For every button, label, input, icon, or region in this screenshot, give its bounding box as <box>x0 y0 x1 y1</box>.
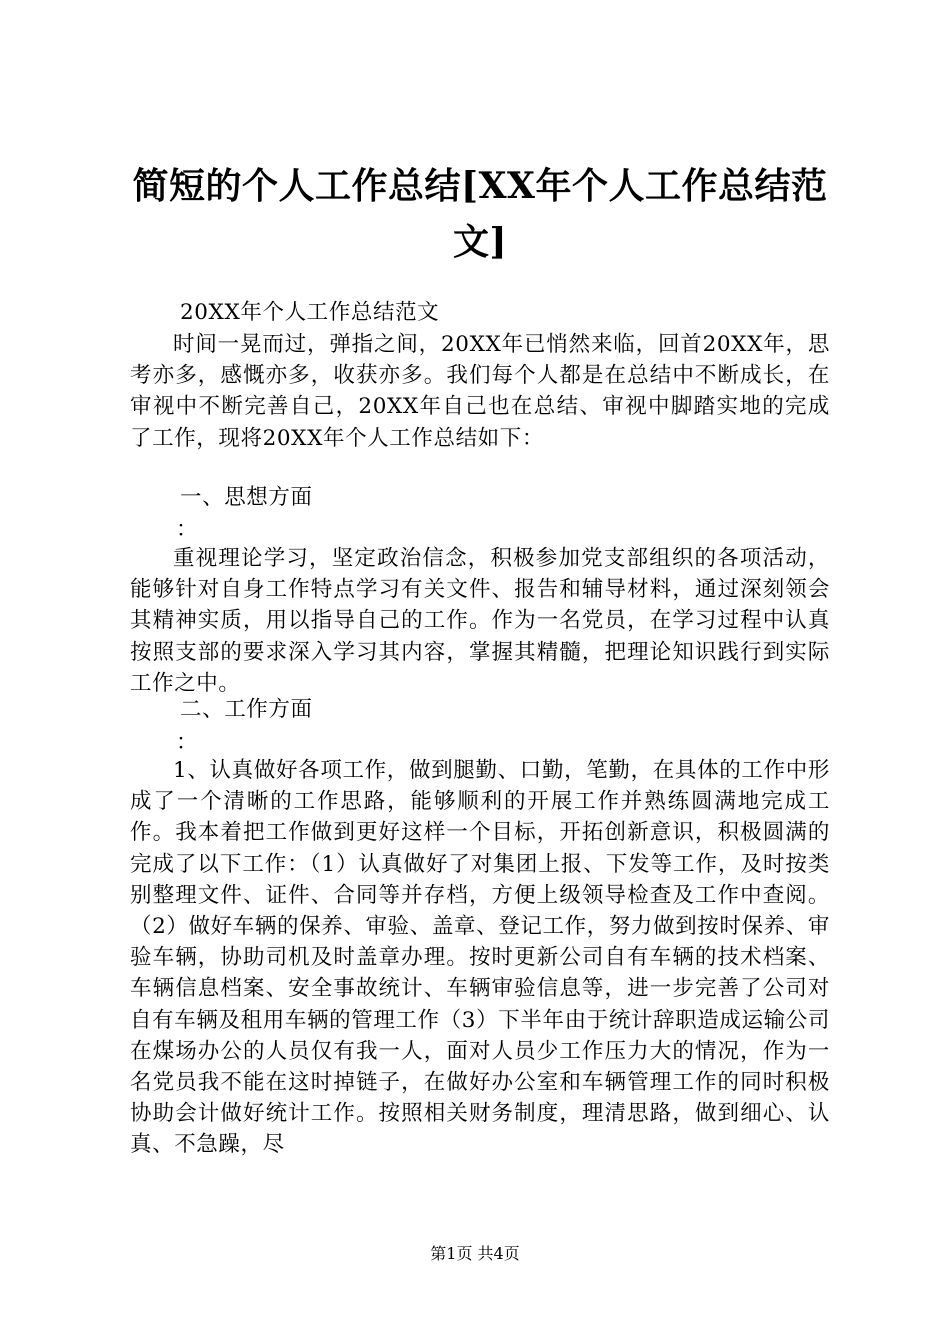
section-paragraph-work: 1、认真做好各项工作，做到腿勤、口勤，笔勤，在具体的工作中形成了一个清晰的工作思路，能够顺利的开展工作并熟练圆满地完成工作。我本着把工作做到更好这样一个目标，开拓创新意识，积极圆满的完成了以下工作：（1）认真做好了对集团上报、下发等工作，及时按类别整理文件、证件、合同等并存档，方便上级领导检查及工作中查阅。（2）做好车辆的保养、审验、盖章、登记工作，努力做到按时保养、审验车辆，协助司机及时盖章办理。按时更新公司自有车辆的技术档案、车辆信息档案、安全事故统计、车辆审验信息等，进一步完善了公司对自有车辆及租用车辆的管理工作（3）下半年由于统计辞职造成运输公司在煤场办公的人员仅有我一人，面对人员少工作压力大的情况，作为一名党员我不能在这时掉链子，在做好办公室和车辆管理工作的同时积极协助会计做好统计工作。按照相关财务制度，理清思路，做到细心、认真、不急躁，尽 <box>130 758 830 1158</box>
page-footer: 第1页 共4页 <box>430 1244 520 1263</box>
section-heading-work: 二、工作方面 <box>180 697 313 722</box>
intro-paragraph: 时间一晃而过，弹指之间，20XX年已悄然来临，回首20XX年，思考亦多，感慨亦多，收获亦多。我们每个人都是在总结中不断成长，在审视中不断完善自己，20XX年自己也在总结、审视中脚踏实地的完成了工作，现将20XX年个人工作总结如下： <box>130 332 830 451</box>
section-paragraph-thought: 重视理论学习，坚定政治信念，积极参加党支部组织的各项活动，能够针对自身工作特点学习有关文件、报告和辅导材料，通过深刻领会其精神实质，用以指导自己的工作。作为一名党员，在学习过程中认真按照支部的要求深入学习其内容，掌握其精髓，把理论知识践行到实际工作之中。 <box>130 546 830 696</box>
section-colon-work: ： <box>176 730 199 755</box>
section-colon-thought: ： <box>176 517 199 542</box>
section-heading-thought: 一、思想方面 <box>180 485 313 510</box>
document-title: 简短的个人工作总结[XX年个人工作总结范文] <box>132 165 828 263</box>
document-subtitle: 20XX年个人工作总结范文 <box>180 300 440 325</box>
